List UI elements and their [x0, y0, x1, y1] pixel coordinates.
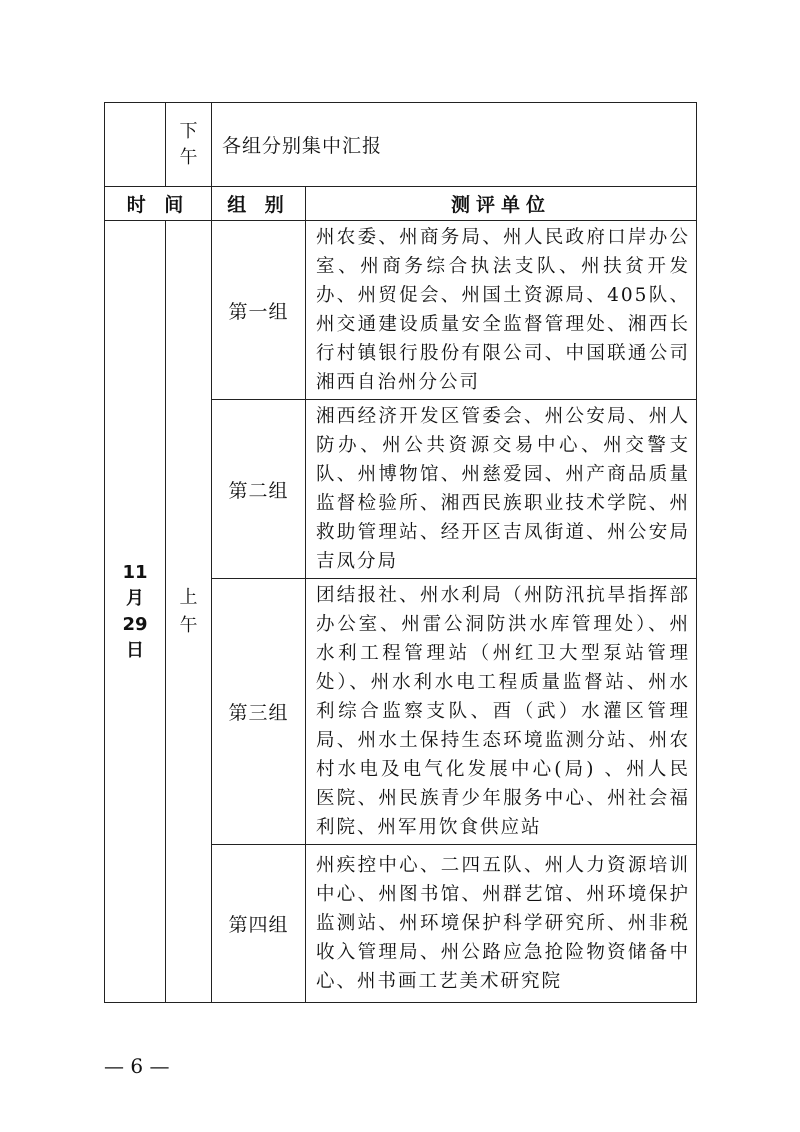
group-units-3: 团结报社、州水利局（州防汛抗旱指挥部办公室、州雷公洞防洪水库管理处）、州水利工程管理站（州红卫大型泵站管理处）、州水利水电工程质量监督站、州水利综合监察支队、酉（武）水灌区管理局、州水土保持生态环境监测分站、州农村水电及电气化发展中心(局) 、州人民医院、州民族青少年服务中心、州社会福利院、州军用饮食供应站 — [306, 579, 697, 845]
group-units-2: 湘西经济开发区管委会、州公安局、州人防办、州公共资源交易中心、州交警支队、州博物馆、州慈爱园、州产商品质量监督检验所、湘西民族职业技术学院、州救助管理站、经开区吉凤街道、州公安局吉凤分局 — [306, 400, 697, 579]
group-name-3: 第三组 — [212, 579, 306, 845]
morning-period-cell — [166, 221, 212, 1003]
group-name-1: 第一组 — [212, 221, 306, 400]
morning-char-1: 上 — [179, 586, 198, 608]
page-number: — 6 — — [104, 1054, 170, 1078]
date-day-char: 日 — [126, 639, 144, 661]
afternoon-char-1: 下 — [179, 120, 198, 142]
schedule-table — [104, 102, 696, 1003]
header-row — [105, 187, 697, 221]
header-units: 测评单位 — [306, 187, 697, 221]
afternoon-char-2: 午 — [179, 146, 198, 168]
morning-char-2: 午 — [179, 614, 198, 636]
afternoon-period-cell — [166, 103, 212, 187]
date-number: 29 — [122, 613, 148, 635]
empty-date-cell — [105, 103, 166, 187]
group-units-4: 州疾控中心、二四五队、州人力资源培训中心、州图书馆、州群艺馆、州环境保护监测站、州环境保护科学研究所、州非税收入管理局、州公路应急抢险物资储备中心、州书画工艺美术研究院 — [306, 845, 697, 1003]
date-day-number: 11 — [122, 561, 148, 583]
date-cell — [105, 221, 166, 1003]
group-row-1 — [105, 221, 697, 400]
header-group: 组 别 — [212, 187, 306, 221]
afternoon-description: 各组分别集中汇报 — [212, 103, 697, 187]
group-name-4: 第四组 — [212, 845, 306, 1003]
date-month-char: 月 — [126, 587, 144, 609]
afternoon-row — [105, 103, 697, 187]
group-units-1: 州农委、州商务局、州人民政府口岸办公室、州商务综合执法支队、州扶贫开发办、州贸促会、州国土资源局、405队、州交通建设质量安全监督管理处、湘西长行村镇银行股份有限公司、中国联通公司湘西自治州分公司 — [306, 221, 697, 400]
header-time: 时 间 — [105, 187, 212, 221]
group-name-2: 第二组 — [212, 400, 306, 579]
